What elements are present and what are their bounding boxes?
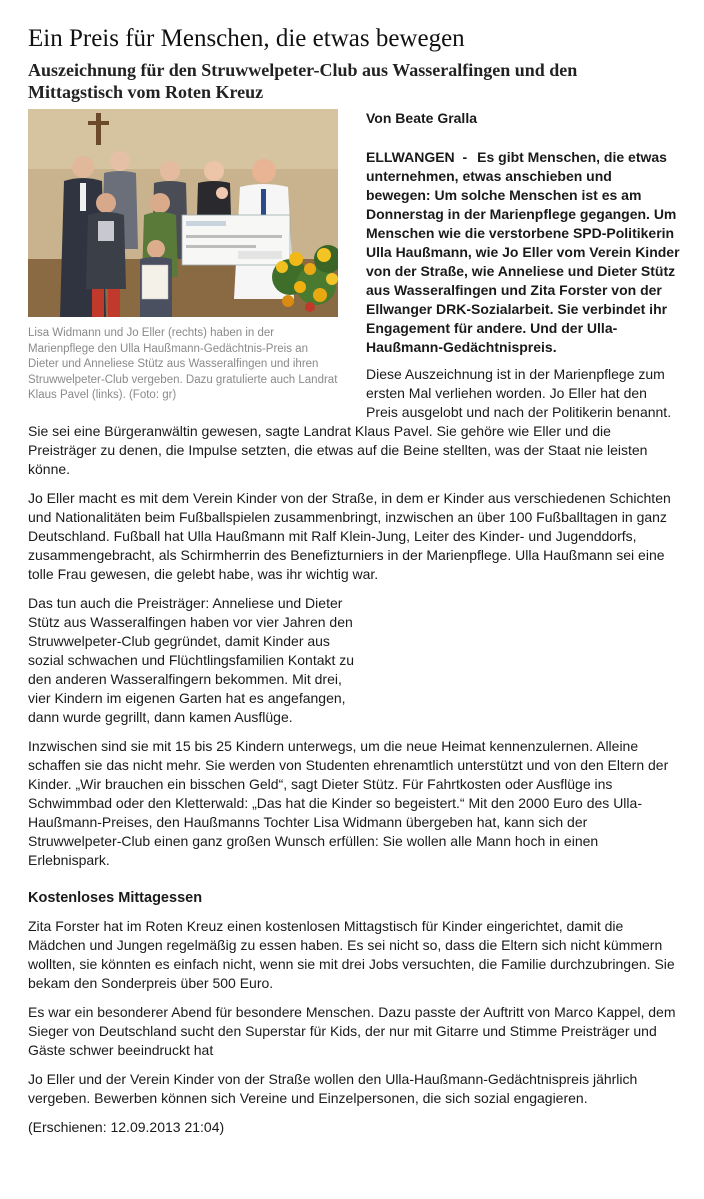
paragraph-1: Diese Auszeichnung ist in der Marienpflege zum ersten Mal verliehen worden. Jo Eller hat den Preis ausgelobt und nach der Politikerin benannt. Sie sei eine Bürgeranwältin gewesen, sagte Landrat Klaus Pavel. Sie gehöre wie Eller und die Preisträger zu denen, die Impulse setzten, die etwas auf die Beine stellten, was der Staat nie leisten könne. xyxy=(28,366,672,477)
section-paragraph-1: Zita Forster hat im Roten Kreuz einen kostenlosen Mittagstisch für Kinder eingerichtet, damit die Mädchen und Jungen regelmäßig zu essen haben. Es sei nicht so, dass die Eltern sich nicht kümmern wollten, sie könnten es einfach nicht, wenn sie mit drei Jobs versuchten, die Familie durchzubringen. Sie bekam den Sonderpreis über 500 Euro. xyxy=(28,918,675,991)
article-figure xyxy=(28,109,340,404)
byline: Von Beate Gralla xyxy=(366,110,478,126)
section-heading: Kostenloses Mittagessen xyxy=(28,890,203,906)
paragraph-4: Inzwischen sind sie mit 15 bis 25 Kindern unterwegs, um die neue Heimat kennenzulernen. Alleine schaffen sie das nicht mehr. Sie werden von Studenten ehrenamtlich unterstützt und von den Eltern der Kinder. „Wir brauchen ein bisschen Geld“, sagt Dieter Stütz. Für Fahrtkosten oder Ausflüge ins Schwimmbad oder den Kletterwald: „Das hat die Kinder so begeistert.“ Mit den 2000 Euro des Ulla-Haußmann-Preises, den Haußmanns Tochter Lisa Widmann übergeben hat, kann sich der Struwwelpeter-Club einen ganz großen Wunsch erfüllen: Sie wollen alle Mann hoch in einen Erlebnispark. xyxy=(28,738,669,868)
article xyxy=(28,22,680,1137)
published-date: (Erschienen: 12.09.2013 21:04) xyxy=(28,1119,225,1135)
paragraph-2: Jo Eller macht es mit dem Verein Kinder von der Straße, in dem er Kinder aus verschiedenen Schichten und Nationalitäten beim Fußballspielen zusammenbringt, inzwischen an über 100 Fußballtagen in ganz Deutschland. Fußball hat Ulla Haußmann mit Ralf Klein-Jung, Leiter des Kinder- und Jugenddorfs, zusammengebracht, als Schirmherrin des Benefizturniers in der Marienpflege. Ulla Haußmann sei eine tolle Frau gewesen, die gelebt habe, was ihr wichtig war. xyxy=(28,490,671,582)
award-photo xyxy=(28,109,338,317)
section-paragraph-2: Es war ein besonderer Abend für besondere Menschen. Dazu passte der Auftritt von Marco Kappel, dem Sieger von Deutschland sucht den Superstar für Kids, der nur mit Gitarre und Stimme Preisträger und Gäste schwer beeindruckt hat xyxy=(28,1004,676,1058)
article-title: Ein Preis für Menschen, die etwas bewegen xyxy=(28,25,465,52)
paragraph-3: Das tun auch die Preisträger: Anneliese und Dieter Stütz aus Wasseralfingen haben vor vier Jahren den Struwwelpeter-Club gegründet, damit Kinder aus sozial schwachen und Flüchtlingsfamilien Kontakt zu den anderen Wasseralfingern bekommen. Mit drei, vier Kindern im eigenen Garten hat es angefangen, dann wurde gegrillt, dann kamen Ausflüge. xyxy=(28,595,355,725)
dateline: ELLWANGEN - xyxy=(366,149,468,165)
lead-text: Es gibt Menschen, die etwas unternehmen, etwas anschieben und bewegen: Um solche Menschen ist es am Donnerstag in der Marienpflege gegangen. Um Menschen wie die verstorbene SPD-Politikerin Ulla Haußmann, wie Jo Eller vom Verein Kinder von der Straße, wie Anneliese und Dieter Stütz aus Wasseralfingen und Zita Forster von der Ellwanger DRK-Sozialarbeit. Sie verbindet ihr Engagement für andere. Und der Ulla-Haußmann-Gedächtnispreis. xyxy=(366,149,680,355)
article-subtitle: Auszeichnung für den Struwwelpeter-Club aus Wasseralfingen und den Mittagstisch vom Roten Kreuz xyxy=(28,60,578,102)
photo-caption: Lisa Widmann und Jo Eller (rechts) haben in der Marienpflege den Ulla Haußmann-Gedächtnis-Preis an Dieter und Anneliese Stütz aus Wasseralfingen und ihren Struwwelpeter-Club vergeben. Dazu gratulierte auch Landrat Klaus Pavel (links). (Foto: gr) xyxy=(28,327,338,401)
section-paragraph-3: Jo Eller und der Verein Kinder von der Straße wollen den Ulla-Haußmann-Gedächtnispreis jährlich vergeben. Bewerben können sich Vereine und Einzelpersonen, die sich sozial engagieren. xyxy=(28,1071,638,1106)
